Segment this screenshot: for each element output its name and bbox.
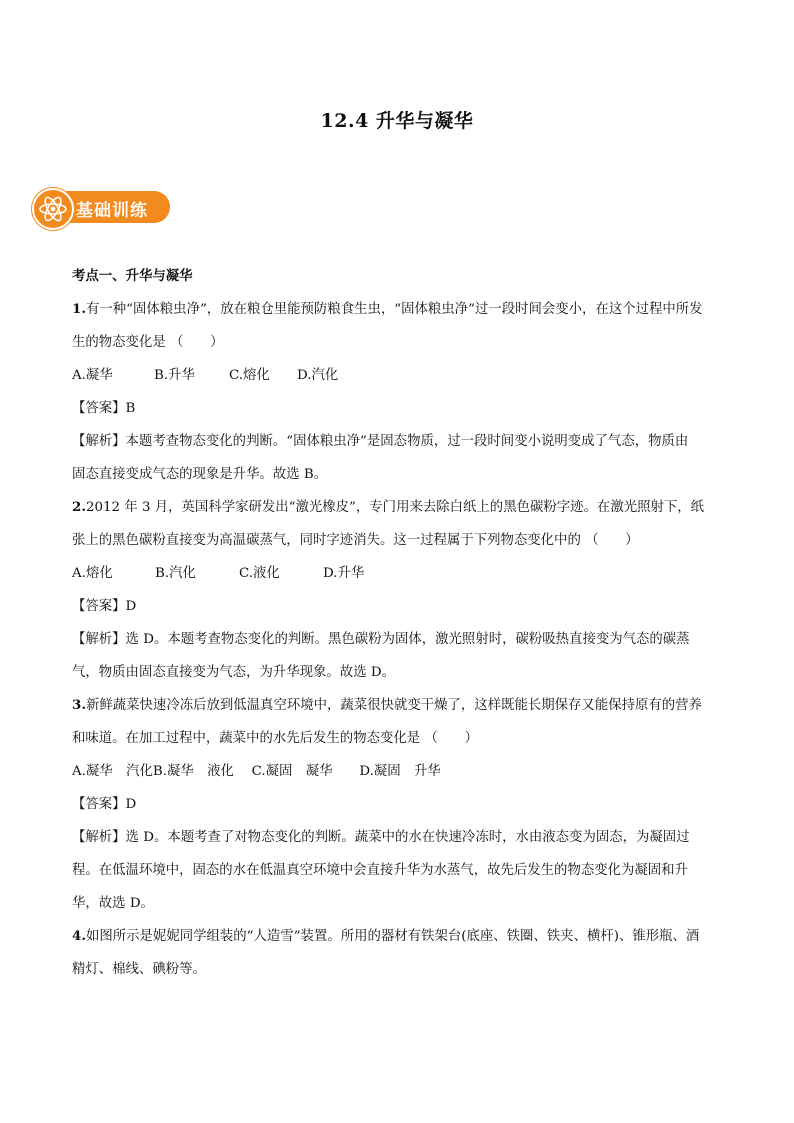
question-3-analysis: 【解析】选 D。本题考查了对物态变化的判断。蔬菜中的水在快速冷冻时，水由液态变为固态，为凝固过 [72,830,690,845]
option-a: A.熔化 [72,566,113,581]
page-title: 12.4 升华与凝华 [320,110,474,132]
option-d: D.升华 [323,566,365,581]
question-text: 有一种“固体粮虫净”，放在粮仓里能预防粮食生虫，“固体粮虫净”过一段时间会变小，在这个过程中所发 [85,302,703,317]
question-2-analysis: 【解析】选 D。本题考查物态变化的判断。黑色碳粉为固体，激光照射时，碳粉吸热直接变为气态的碳蒸 [72,632,690,647]
question-1-analysis-cont: 固态直接变成气态的现象是升华。故选 B。 [72,467,328,482]
question-number: 4. [72,928,86,944]
question-2-analysis-cont: 气，物质由固态直接变为气态，为升华现象。故选 D。 [72,665,395,680]
question-text: 如图所示是妮妮同学组装的“人造雪”装置。所用的器材有铁架台(底座、铁圈、铁夹、横杆)、锥形瓶、酒 [85,929,700,944]
question-3-analysis-end: 华，故选 D。 [72,896,154,911]
question-2-answer: 【答案】D [72,599,137,614]
question-text: 2012 年 3 月，英国科学家研发出“激光橡皮”，专门用来去除白纸上的黑色碳粉字迹。在激光照射下，纸 [85,500,705,515]
topic-heading: 考点一、升华与凝华 [72,268,193,284]
section-banner [32,188,172,228]
question-1-analysis: 【解析】本题考查物态变化的判断。“固体粮虫净”是固态物质，过一段时间变小说明变成了气态，物质由 [72,434,689,449]
question-number: 1. [72,301,86,317]
question-3-options: A.凝华 汽化B.凝华 液化 C.凝固 凝华 D.凝固 升华 [72,764,441,779]
option-b: B.汽化 [155,566,196,581]
question-3-stem [72,689,722,722]
option-a: A.凝华 [72,368,113,383]
question-number: 2. [72,499,86,515]
option-c: C.熔化 [229,368,270,383]
question-4-stem-cont: 精灯、棉线、碘粉等。 [72,962,206,977]
question-4-stem [72,920,722,953]
question-3-stem-cont: 和味道。在加工过程中，蔬菜中的水先后发生的物态变化是 （ ） [72,731,478,746]
option-b: B.升华 [154,368,195,383]
question-1-stem-cont: 生的物态变化是 （ ） [72,335,224,350]
question-1-answer: 【答案】B [72,401,136,416]
option-d: D.汽化 [297,368,339,383]
question-1-options [72,359,722,392]
question-2-stem [72,491,722,524]
question-text: 新鲜蔬菜快速冷冻后放到低温真空环境中，蔬菜很快就变干燥了，这样既能长期保存又能保持原有的营养 [85,698,702,713]
question-2-stem-cont: 张上的黑色碳粉直接变为高温碳蒸气，同时字迹消失。这一过程属于下列物态变化中的 （ ） [72,533,639,548]
document-body [72,260,722,986]
question-number: 3. [72,697,86,713]
atom-icon [32,188,74,230]
question-2-options [72,557,722,590]
question-3-analysis-cont: 程。在低温环境中，固态的水在低温真空环境中会直接升华为水蒸气，故先后发生的物态变化为凝固和升 [72,863,688,878]
question-1-stem [72,293,722,326]
option-c: C.液化 [239,566,280,581]
section-banner-label: 基础训练 [76,201,148,221]
question-3-answer: 【答案】D [72,797,137,812]
